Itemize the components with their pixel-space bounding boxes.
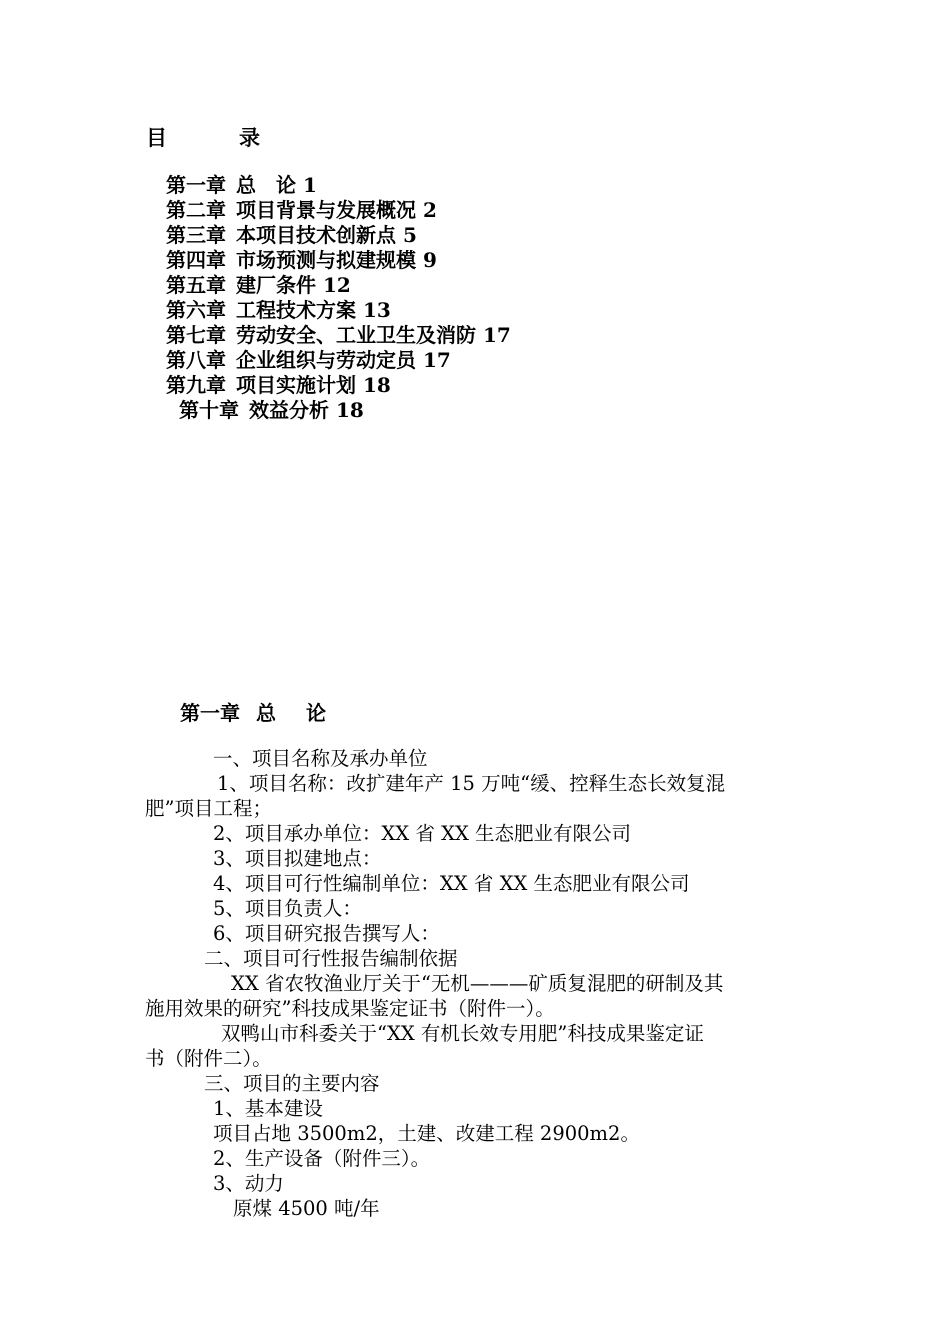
toc-item (166, 248, 511, 273)
section-heading: 二、项目可行性报告编制依据 (204, 947, 458, 970)
body-line: 6、项目研究报告撰写人： (213, 922, 440, 945)
chapter-title-char-2: 论 (306, 701, 326, 725)
toc-chapter-number: 第三章 (166, 223, 226, 247)
body-line: 双鸭山市科委关于“XX 有机长效专用肥”科技成果鉴定证 (221, 1022, 704, 1045)
toc-chapter-number: 第二章 (166, 198, 226, 222)
body-line: 施用效果的研究”科技成果鉴定证书（附件一）。 (145, 997, 555, 1020)
body-line: 肥”项目工程； (145, 797, 272, 820)
toc-chapter-number: 第六章 (166, 298, 226, 322)
body-line: 1、基本建设 (213, 1097, 323, 1120)
toc-item (166, 373, 511, 398)
body-line: 项目占地 3500m2，土建、改建工程 2900m2。 (213, 1122, 640, 1145)
body-line: 2、生产设备（附件三）。 (213, 1147, 431, 1170)
body-line: 3、动力 (213, 1172, 284, 1195)
toc-item (166, 198, 511, 223)
toc-chapter-title: 市场预测与拟建规模 9 (236, 248, 437, 272)
chapter-number: 第一章 (180, 701, 240, 725)
toc-title-char-1: 目 (146, 125, 167, 150)
toc-chapter-title: 工程技术方案 13 (236, 298, 391, 322)
body-line: 原煤 4500 吨/年 (233, 1197, 380, 1220)
chapter-heading (180, 697, 326, 726)
toc-chapter-number: 第四章 (166, 248, 226, 272)
toc-chapter-title: 建厂条件 12 (236, 273, 351, 297)
body-line: 4、项目可行性编制单位：XX 省 XX 生态肥业有限公司 (213, 872, 690, 895)
toc-chapter-title: 项目实施计划 18 (236, 373, 391, 397)
toc-item (166, 273, 511, 298)
toc-chapter-number: 第十章 (179, 398, 239, 422)
toc-title (146, 122, 260, 152)
toc-chapter-number: 第九章 (166, 373, 226, 397)
body-line: 书（附件二）。 (145, 1047, 272, 1070)
toc-chapter-number: 第八章 (166, 348, 226, 372)
table-of-contents (166, 173, 511, 423)
toc-chapter-title: 劳动安全、工业卫生及消防 17 (236, 323, 511, 347)
section-heading: 一、项目名称及承办单位 (213, 747, 428, 770)
toc-chapter-number: 第五章 (166, 273, 226, 297)
toc-item (166, 348, 511, 373)
body-line: 3、项目拟建地点： (213, 847, 382, 870)
toc-chapter-title: 本项目技术创新点 5 (236, 223, 417, 247)
toc-item (166, 398, 511, 423)
toc-chapter-title: 企业组织与劳动定员 17 (236, 348, 451, 372)
toc-chapter-title: 效益分析 18 (249, 398, 364, 422)
body-line: 2、项目承办单位：XX 省 XX 生态肥业有限公司 (213, 822, 632, 845)
toc-chapter-title: 总 论 1 (236, 173, 317, 197)
toc-item (166, 223, 511, 248)
toc-chapter-title: 项目背景与发展概况 2 (236, 198, 437, 222)
toc-chapter-number: 第七章 (166, 323, 226, 347)
body-line: 1、项目名称：改扩建年产 15 万吨“缓、控释生态长效复混 (217, 772, 726, 795)
toc-item (166, 323, 511, 348)
chapter-title-char-1: 总 (256, 701, 276, 725)
body-line: XX 省农牧渔业厅关于“无机———矿质复混肥的研制及其 (231, 972, 724, 995)
section-heading: 三、项目的主要内容 (204, 1072, 380, 1095)
toc-title-char-2: 录 (239, 125, 260, 150)
chapter-body (145, 746, 810, 1221)
toc-item (166, 298, 511, 323)
body-line: 5、项目负责人： (213, 897, 362, 920)
toc-chapter-number: 第一章 (166, 173, 226, 197)
toc-item (166, 173, 511, 198)
